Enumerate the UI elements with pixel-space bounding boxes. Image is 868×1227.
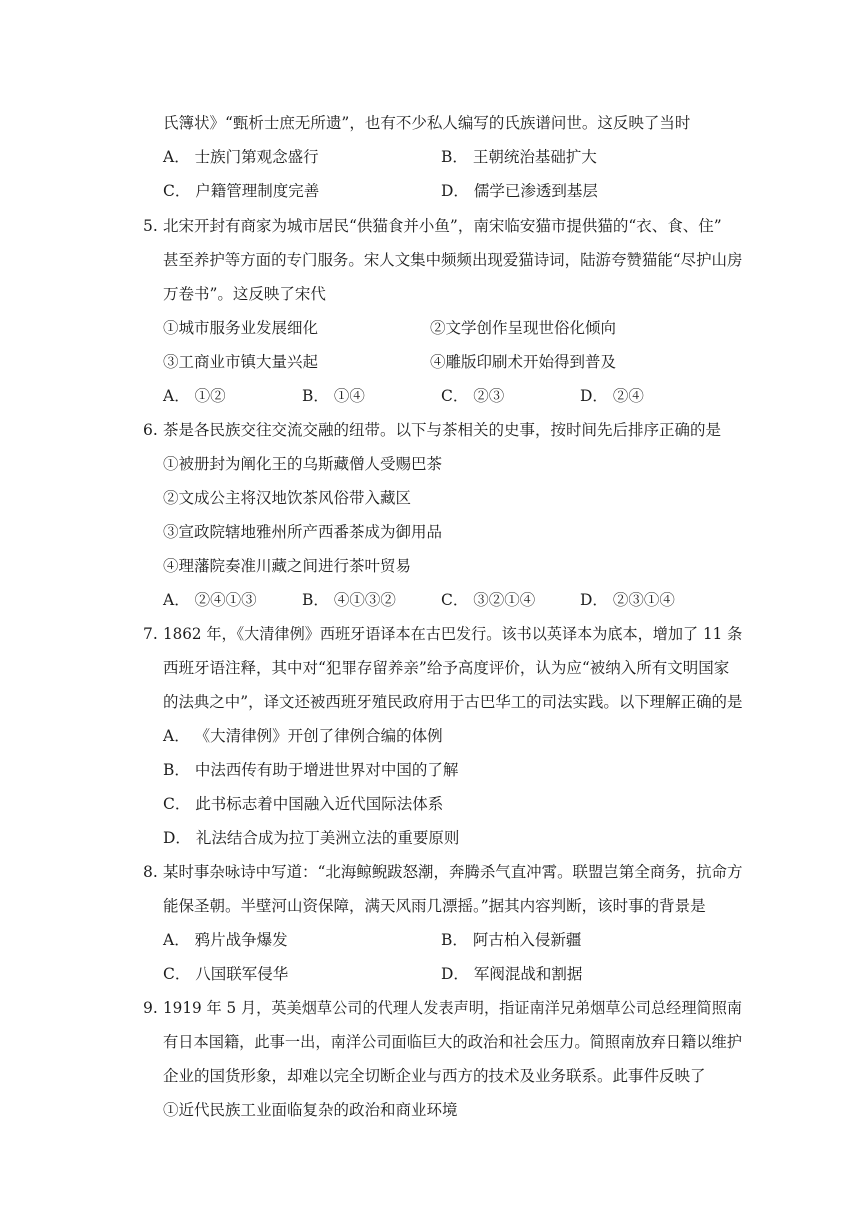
statement-item: ③工商业市镇大量兴起 [163,353,319,371]
option-d: D． 儒学已渗透到基层 [441,182,598,200]
option-a: A． ②④①③ [163,591,257,609]
option-d: D． ②④ [580,387,644,405]
question-number: 7. [143,625,158,643]
statement-item: ③宣政院辖地雅州所产西番茶成为御用品 [163,523,443,541]
option-c: C． 户籍管理制度完善 [163,182,320,200]
question-number: 8. [143,863,158,881]
option-a: A． 鸦片战争爆发 [163,931,288,949]
option-b: B． ①④ [302,387,365,405]
question-stem-line: 甚至养护等方面的专门服务。宋人文集中频频出现爱猫诗词，陆游夸赞猫能“尽护山房 [163,251,743,269]
statement-item: ②文学创作呈现世俗化倾向 [430,319,617,337]
statement-item: ①被册封为阐化王的乌斯藏僧人受赐巴茶 [163,455,443,473]
question-stem-line: 1862 年，《大清律例》西班牙语译本在古巴发行。该书以英译本为底本，增加了 11 条 [163,625,743,643]
question-stem-line: 茶是各民族交往交流交融的纽带。以下与茶相关的史事，按时间先后排序正确的是 [163,421,722,439]
option-c: C． ②③ [441,387,505,405]
question-number: 9. [143,999,158,1017]
option-d: D． 礼法结合成为拉丁美洲立法的重要原则 [163,829,460,847]
option-b: B． 王朝统治基础扩大 [441,148,597,166]
question-stem-line: 西班牙语注释，其中对“犯罪存留养亲”给予高度评价，认为应“被纳入所有文明国家 [163,659,730,677]
option-c: C． 八国联军侵华 [163,965,289,983]
statement-item: ④理藩院奏准川藏之间进行茶叶贸易 [163,557,412,575]
question-stem-line: 氏簿状》“甄析士庶无所遗”，也有不少私人编写的氏族谱问世。这反映了当时 [163,114,691,132]
statement-item: ①城市服务业发展细化 [163,319,319,337]
question-number: 6. [143,421,158,439]
statement-item: ①近代民族工业面临复杂的政治和商业环境 [163,1101,458,1119]
option-b: B． 中法西传有助于增进世界对中国的了解 [163,761,459,779]
question-stem-line: 企业的国货形象，却难以完全切断企业与西方的技术及业务联系。此事件反映了 [163,1067,706,1085]
question-stem-line: 某时事杂咏诗中写道：“北海鲸鲵跋怒潮，奔腾杀气直冲霄。联盟岂第全商务，抗命方 [163,863,743,881]
question-stem-line: 有日本国籍，此事一出，南洋公司面临巨大的政治和社会压力。简照南放弃日籍以维护 [163,1033,743,1051]
question-stem-line: 北宋开封有商家为城市居民“供猫食并小鱼”，南宋临安猫市提供猫的“衣、食、住” [163,217,722,235]
option-a: A． ①② [163,387,226,405]
option-c: C． 此书标志着中国融入近代国际法体系 [163,795,444,813]
option-d: D． ②③①④ [580,591,675,609]
option-a: A． 《大清律例》开创了律例合编的体例 [163,727,443,745]
question-stem-line: 的法典之中”，译文还被西班牙殖民政府用于古巴华工的司法实践。以下理解正确的是 [163,693,743,711]
statement-item: ④雕版印刷术开始得到普及 [430,353,617,371]
statement-item: ②文成公主将汉地饮茶风俗带入藏区 [163,489,412,507]
option-b: B． 阿古柏入侵新疆 [441,931,582,949]
option-a: A． 士族门第观念盛行 [163,148,319,166]
option-d: D． 军阀混战和割据 [441,965,583,983]
question-number: 5. [143,217,158,235]
question-stem-line: 万卷书”。这反映了宋代 [163,285,326,303]
question-stem-line: 能保圣朝。半壁河山资保障，满天风雨几漂摇。”据其内容判断，该时事的背景是 [163,897,706,915]
option-c: C． ③②①④ [441,591,536,609]
question-stem-line: 1919 年 5 月，英美烟草公司的代理人发表声明，指证南洋兄弟烟草公司总经理简照南 [163,999,743,1017]
option-b: B． ④①③② [302,591,396,609]
